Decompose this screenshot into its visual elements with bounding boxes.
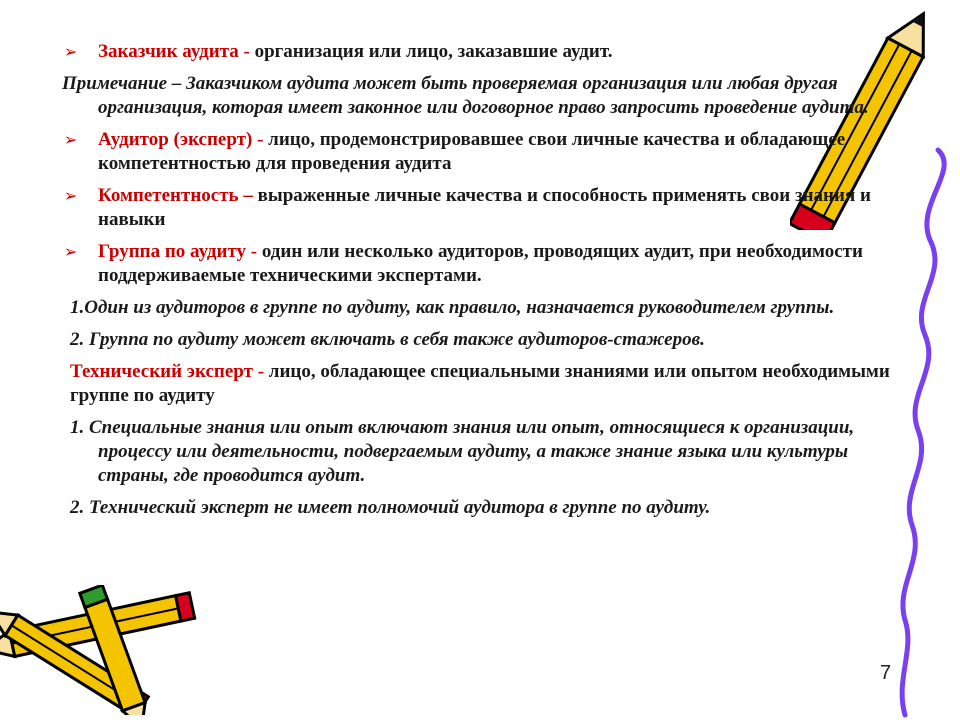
arrow-bullet-icon: ➢ <box>64 186 78 205</box>
definition-text: организация или лицо, заказавшие аудит. <box>254 41 613 62</box>
term-label: Заказчик аудита - <box>98 41 255 62</box>
numbered-note: 2. Группа по аудиту может включать в себя также аудиторов-стажеров. <box>70 329 705 350</box>
pencil-icon <box>0 585 200 715</box>
definition-text: лицо, продемонстрировавшее свои личные качества и обладающее компетентностью для проведения аудита <box>98 129 846 174</box>
term-label: Компетентность – <box>98 185 258 206</box>
definition-audit-team <box>62 240 902 288</box>
numbered-note: 2. Технический эксперт не имеет полномочий аудитора в группе по аудиту. <box>70 497 711 518</box>
arrow-bullet-icon: ➢ <box>64 42 78 61</box>
definition-customer <box>62 40 902 64</box>
numbered-note: 1.Один из аудиторов в группе по аудиту, как правило, назначается руководителем группы. <box>70 297 835 318</box>
term-label: Группа по аудиту - <box>98 241 262 262</box>
definition-technical-expert <box>62 360 902 408</box>
definition-text: выраженные личные качества и способность применять свои знания и навыки <box>98 185 871 230</box>
slide-body <box>62 40 902 528</box>
slide-number: 7 <box>880 662 892 684</box>
definition-text: один или несколько аудиторов, проводящих аудит, при необходимости поддерживаемые техническими экспертами. <box>98 241 863 286</box>
definition-competence <box>62 184 902 232</box>
definition-text: лицо, обладающее специальными знаниями или опытом необходимыми группе по аудиту <box>70 361 890 406</box>
arrow-bullet-icon: ➢ <box>64 130 78 149</box>
term-label: Аудитор (эксперт) - <box>98 129 269 150</box>
term-label: Технический эксперт - <box>70 361 269 382</box>
numbered-note: 1. Специальные знания или опыт включают знания или опыт, относящиеся к организации, процессу или деятельности, подвергаемым аудиту, а также знание языка или культуры страны, где проводится аудит. <box>70 417 855 486</box>
arrow-bullet-icon: ➢ <box>64 242 78 261</box>
note-text: Примечание – Заказчиком аудита может быть проверяемая организация или любая другая организация, которая имеет законное или договорное право запросить проведение аудита. <box>62 73 869 118</box>
definition-auditor <box>62 128 902 176</box>
